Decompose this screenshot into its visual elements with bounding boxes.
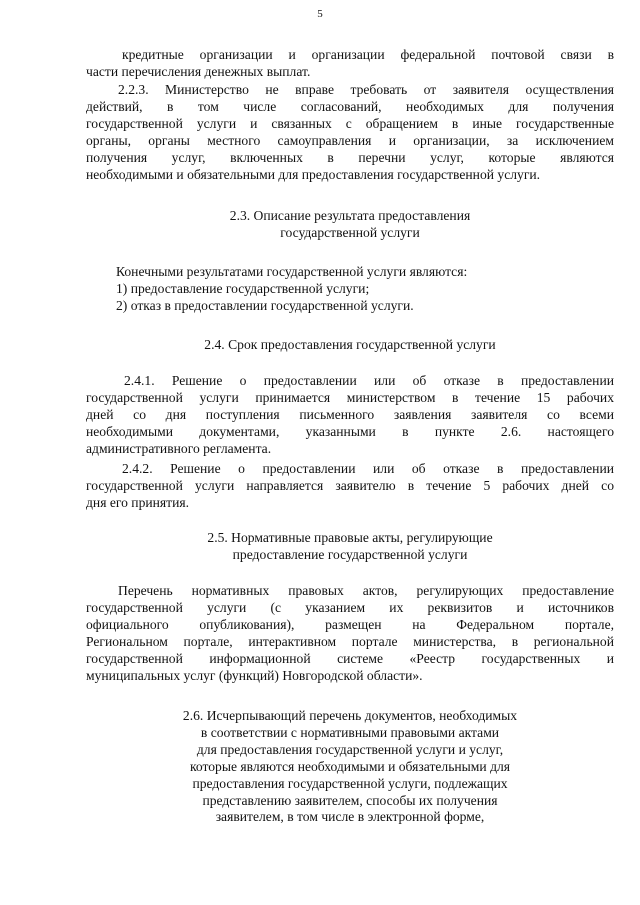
text-line: государственной информационной системе «Реестр государственных и [86, 650, 614, 666]
text-line: дней со дня поступления письменного заявления заявителя со всеми [86, 406, 614, 422]
text-line: необходимыми документами, указанными в пункте 2.6. настоящего [86, 423, 614, 439]
list-intro: Конечными результатами государственной услуги являются: [116, 264, 468, 279]
text-line: административного регламента. [86, 440, 272, 456]
text-line: муниципальных услуг (функций) Новгородской области». [86, 667, 423, 683]
list-item: 1) предоставление государственной услуги; [116, 280, 370, 296]
text-line: официального опубликования), размещен на Федеральном портале, [86, 616, 614, 632]
text-line: государственной услуги принимается министерством в течение 15 рабочих [86, 389, 614, 405]
section-heading-2-6 [86, 708, 614, 826]
paragraph-2-2-3 [86, 82, 614, 183]
text-line: Региональном портале, интерактивном портале министерства, в региональной [86, 633, 614, 649]
paragraph-2-5 [86, 583, 614, 684]
text-line: необходимыми и обязательными для предоставления государственной услуги. [86, 166, 541, 182]
heading-line: представлению заявителем, способы их получения [202, 792, 498, 808]
text-line: государственной услуги направляется заявителю в течение 5 рабочих дней со [86, 477, 614, 493]
results-list [116, 264, 614, 315]
section-heading-2-3 [86, 208, 614, 242]
text-line: 2.2.3. Министерство не вправе требовать от заявителя осуществления [118, 82, 614, 97]
text-line: действий, в том числе согласований, необходимых для получения [86, 98, 614, 114]
text-line: дня его принятия. [86, 494, 190, 510]
text-line: части перечисления денежных выплат. [86, 63, 311, 79]
heading-line: в соответствии с нормативными правовыми актами [200, 724, 500, 740]
text-line: органы, органы местного самоуправления и организации, за исключением [86, 132, 614, 148]
section-heading-2-5 [86, 530, 614, 564]
heading-line: 2.4. Срок предоставления государственной услуги [204, 337, 496, 352]
paragraph-credit-orgs [86, 47, 614, 81]
text-line: получения услуг, включенных в перечни услуг, которые являются [86, 149, 614, 165]
text-line: государственной услуги (с указанием их реквизитов и источников [86, 599, 614, 615]
section-heading-2-4 [86, 337, 614, 354]
heading-line: предоставления государственной услуги, подлежащих [192, 775, 508, 791]
text-line: 2.4.2. Решение о предоставлении или об отказе в предоставлении [122, 461, 614, 476]
heading-line: предоставление государственной услуги [232, 546, 468, 562]
heading-line: заявителем, в том числе в электронной форме, [215, 809, 485, 825]
heading-line: для предоставления государственной услуги и услуг, [196, 741, 504, 757]
heading-line: 2.3. Описание результата предоставления [229, 208, 471, 223]
heading-line: 2.6. Исчерпывающий перечень документов, необходимых [182, 708, 518, 723]
heading-line: которые являются необходимыми и обязательными для [189, 758, 511, 774]
list-item: 2) отказ в предоставлении государственной услуги. [116, 297, 414, 313]
text-line: государственной услуги и связанных с обращением в иные государственные [86, 115, 614, 131]
heading-line: 2.5. Нормативные правовые акты, регулирующие [207, 530, 493, 545]
paragraph-2-4-2 [86, 461, 614, 512]
text-line: 2.4.1. Решение о предоставлении или об отказе в предоставлении [124, 373, 614, 388]
paragraph-2-4-1 [86, 373, 614, 458]
text-line: Перечень нормативных правовых актов, регулирующих предоставление [118, 583, 614, 598]
heading-line: государственной услуги [280, 224, 420, 240]
page-number: 5 [317, 8, 323, 20]
text-line: кредитные организации и организации федеральной почтовой связи в [122, 47, 614, 62]
